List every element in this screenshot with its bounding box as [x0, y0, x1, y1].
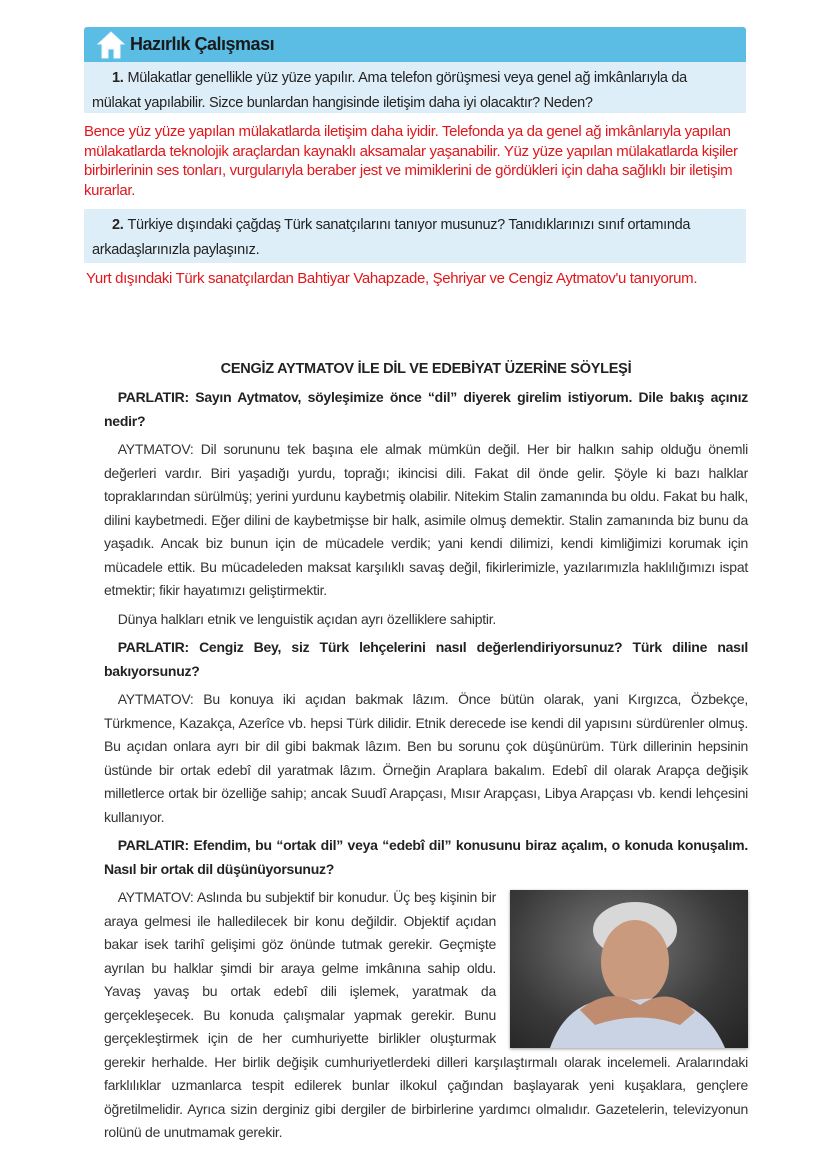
interviewer-question: PARLATIR: Cengiz Bey, siz Türk lehçelerini nasıl değerlendiriyorsunuz? Türk diline nasıl bakıyorsunuz? — [104, 639, 748, 679]
question-text: Türkiye dışındaki çağdaş Türk sanatçılarını tanıyor musunuz? Tanıdıklarınızı sınıf ortamında arkadaşlarınızla paylaşınız. — [92, 217, 691, 258]
question-number: 2. — [112, 217, 124, 233]
interview-article — [104, 358, 748, 1150]
answer-1: Bence yüz yüze yapılan mülakatlarda iletişim daha iyidir. Telefonda ya da genel ağ imkânlarıyla yapılan mülakatlarda teknolojik araçlardan kaynaklı aksamalar yaşanabilir. Yüz yüze yapılan mülakatlarda kişiler birbirlerinin ses tonları, vurgularıyla beraber jest ve mimiklerini de gördükleri için daha sağlıklı bir iletişim kurarlar. — [84, 123, 738, 199]
answer-2: Yurt dışındaki Türk sanatçılardan Bahtiyar Vahapzade, Şehriyar ve Cengiz Aytmatov'u tanıyorum. — [86, 270, 698, 287]
question-text: Mülakatlar genellikle yüz yüze yapılır. Ama telefon görüşmesi veya genel ağ imkânlarıyla da mülakat yapılabilir. Sizce bunlardan hangisinde iletişim daha iyi olacaktır? Neden? — [92, 70, 687, 111]
question-number: 1. — [112, 70, 124, 86]
interviewee-answer: AYTMATOV: Bu konuya iki açıdan bakmak lâzım. Önce bütün olarak, yani Kırgızca, Özbekçe, Türkmence, Kazakça, Azerîce vb. hepsi Türk dilidir. Etnik derecede ise kendi dil yapısını sürdürenler olmuş. Bu açıdan onlara ayrı bir dil gibi bakmak lâzım. Ben bu sorunu çok düşünürüm. Türk dillerinin hepsinin üstünde bir ortak edebî dil yaratmak lâzım. Örneğin Araplara bakalım. Edebî dil olarak Arapça değişik milletlerce ortak bir özelliğe sahip; ancak Suudî Arapçası, Mısır Arapçası, Libya Arapçası vb. kendi lehçesini kullanıyor. — [104, 691, 748, 825]
section-title: Hazırlık Çalışması — [130, 34, 275, 54]
question-1 — [84, 62, 746, 113]
author-photo — [510, 890, 748, 1048]
question-2 — [84, 209, 746, 263]
interviewee-answer: AYTMATOV: Aslında bu subjektif bir konudur. Üç beş kişinin bir araya gelmesi ile halledilecek bir konu değildir. Objektif açıdan bakar isek tarihî gelişimi göz önünde tutmak gerekir. Geçmişte ayrılan bu halklar şimdi bir araya gelme imkânına sahip oldu. Yavaş yavaş bu ortak edebî dili işlemek, yaratmak da gerçekleşecek. Bu konuda çalışmalar yapmak gerekir. Bunu gerçekleştirmek için de her cumhuriyette birlikler oluşturmak gerekir herhalde. Her birlik değişik cumhuriyetlerdeki dilleri karşılaştırmalı olarak incelemeli. Aralarındaki farklılıklar uzmanlarca tespit edilerek bunlar ilkokul çağından başlayarak yeni kuşaklara, gençlere öğretilmelidir. Ayrıca sizin derginiz gibi dergiler de birbirlerine yardımcı olmalıdır. Gazetelerin, televizyonun rolünü de unutmamak gerekir. — [104, 889, 748, 1140]
section-header — [84, 27, 746, 62]
portrait-illustration — [510, 890, 748, 1048]
article-title: CENGİZ AYTMATOV İLE DİL VE EDEBİYAT ÜZERİNE SÖYLEŞİ — [220, 361, 632, 377]
interviewee-answer: AYTMATOV: Dil sorununu tek başına ele almak mümkün değil. Her bir halkın sahip olduğu önemli değerleri vardır. Biri yaşadığı yurdu, toprağı; ikincisi dili. Fakat dil önde gelir. Şöyle ki bazı halklar topraklarından sürülmüş; yerini yurdunu kaybetmiş olabilir. Nitekim Stalin zamanında bu oldu. Fakat bu halk, dilini kaybetmedi. Eğer dilini de kaybetmişse bir halk, asimile olmuş demektir. Stalin zamanında biz bunu da yaşadık. Ancak biz bunun için de mücadele verdik; yani kendi dilimizi, kendi kimliğimizi korumak için mücadele ettik. Bu mücadeleden maksat karşılıklı savaş değil, fikirlerimizle, yazılarımızla haklılığımızı ispat etmektir; fikir hayatımızı geliştirmektir. — [104, 441, 748, 598]
interviewer-question: PARLATIR: Efendim, bu “ortak dil” veya “edebî dil” konusunu biraz açalım, o konuda konuşalım. Nasıl bir ortak dil düşünüyorsunuz? — [104, 837, 748, 877]
interviewer-question: PARLATIR: Sayın Aytmatov, söyleşimize önce “dil” diyerek girelim istiyorum. Dile bakış açınız nedir? — [104, 389, 748, 429]
house-icon — [96, 30, 126, 60]
interviewee-answer: Dünya halkları etnik ve lenguistik açıdan ayrı özelliklere sahiptir. — [117, 610, 497, 627]
